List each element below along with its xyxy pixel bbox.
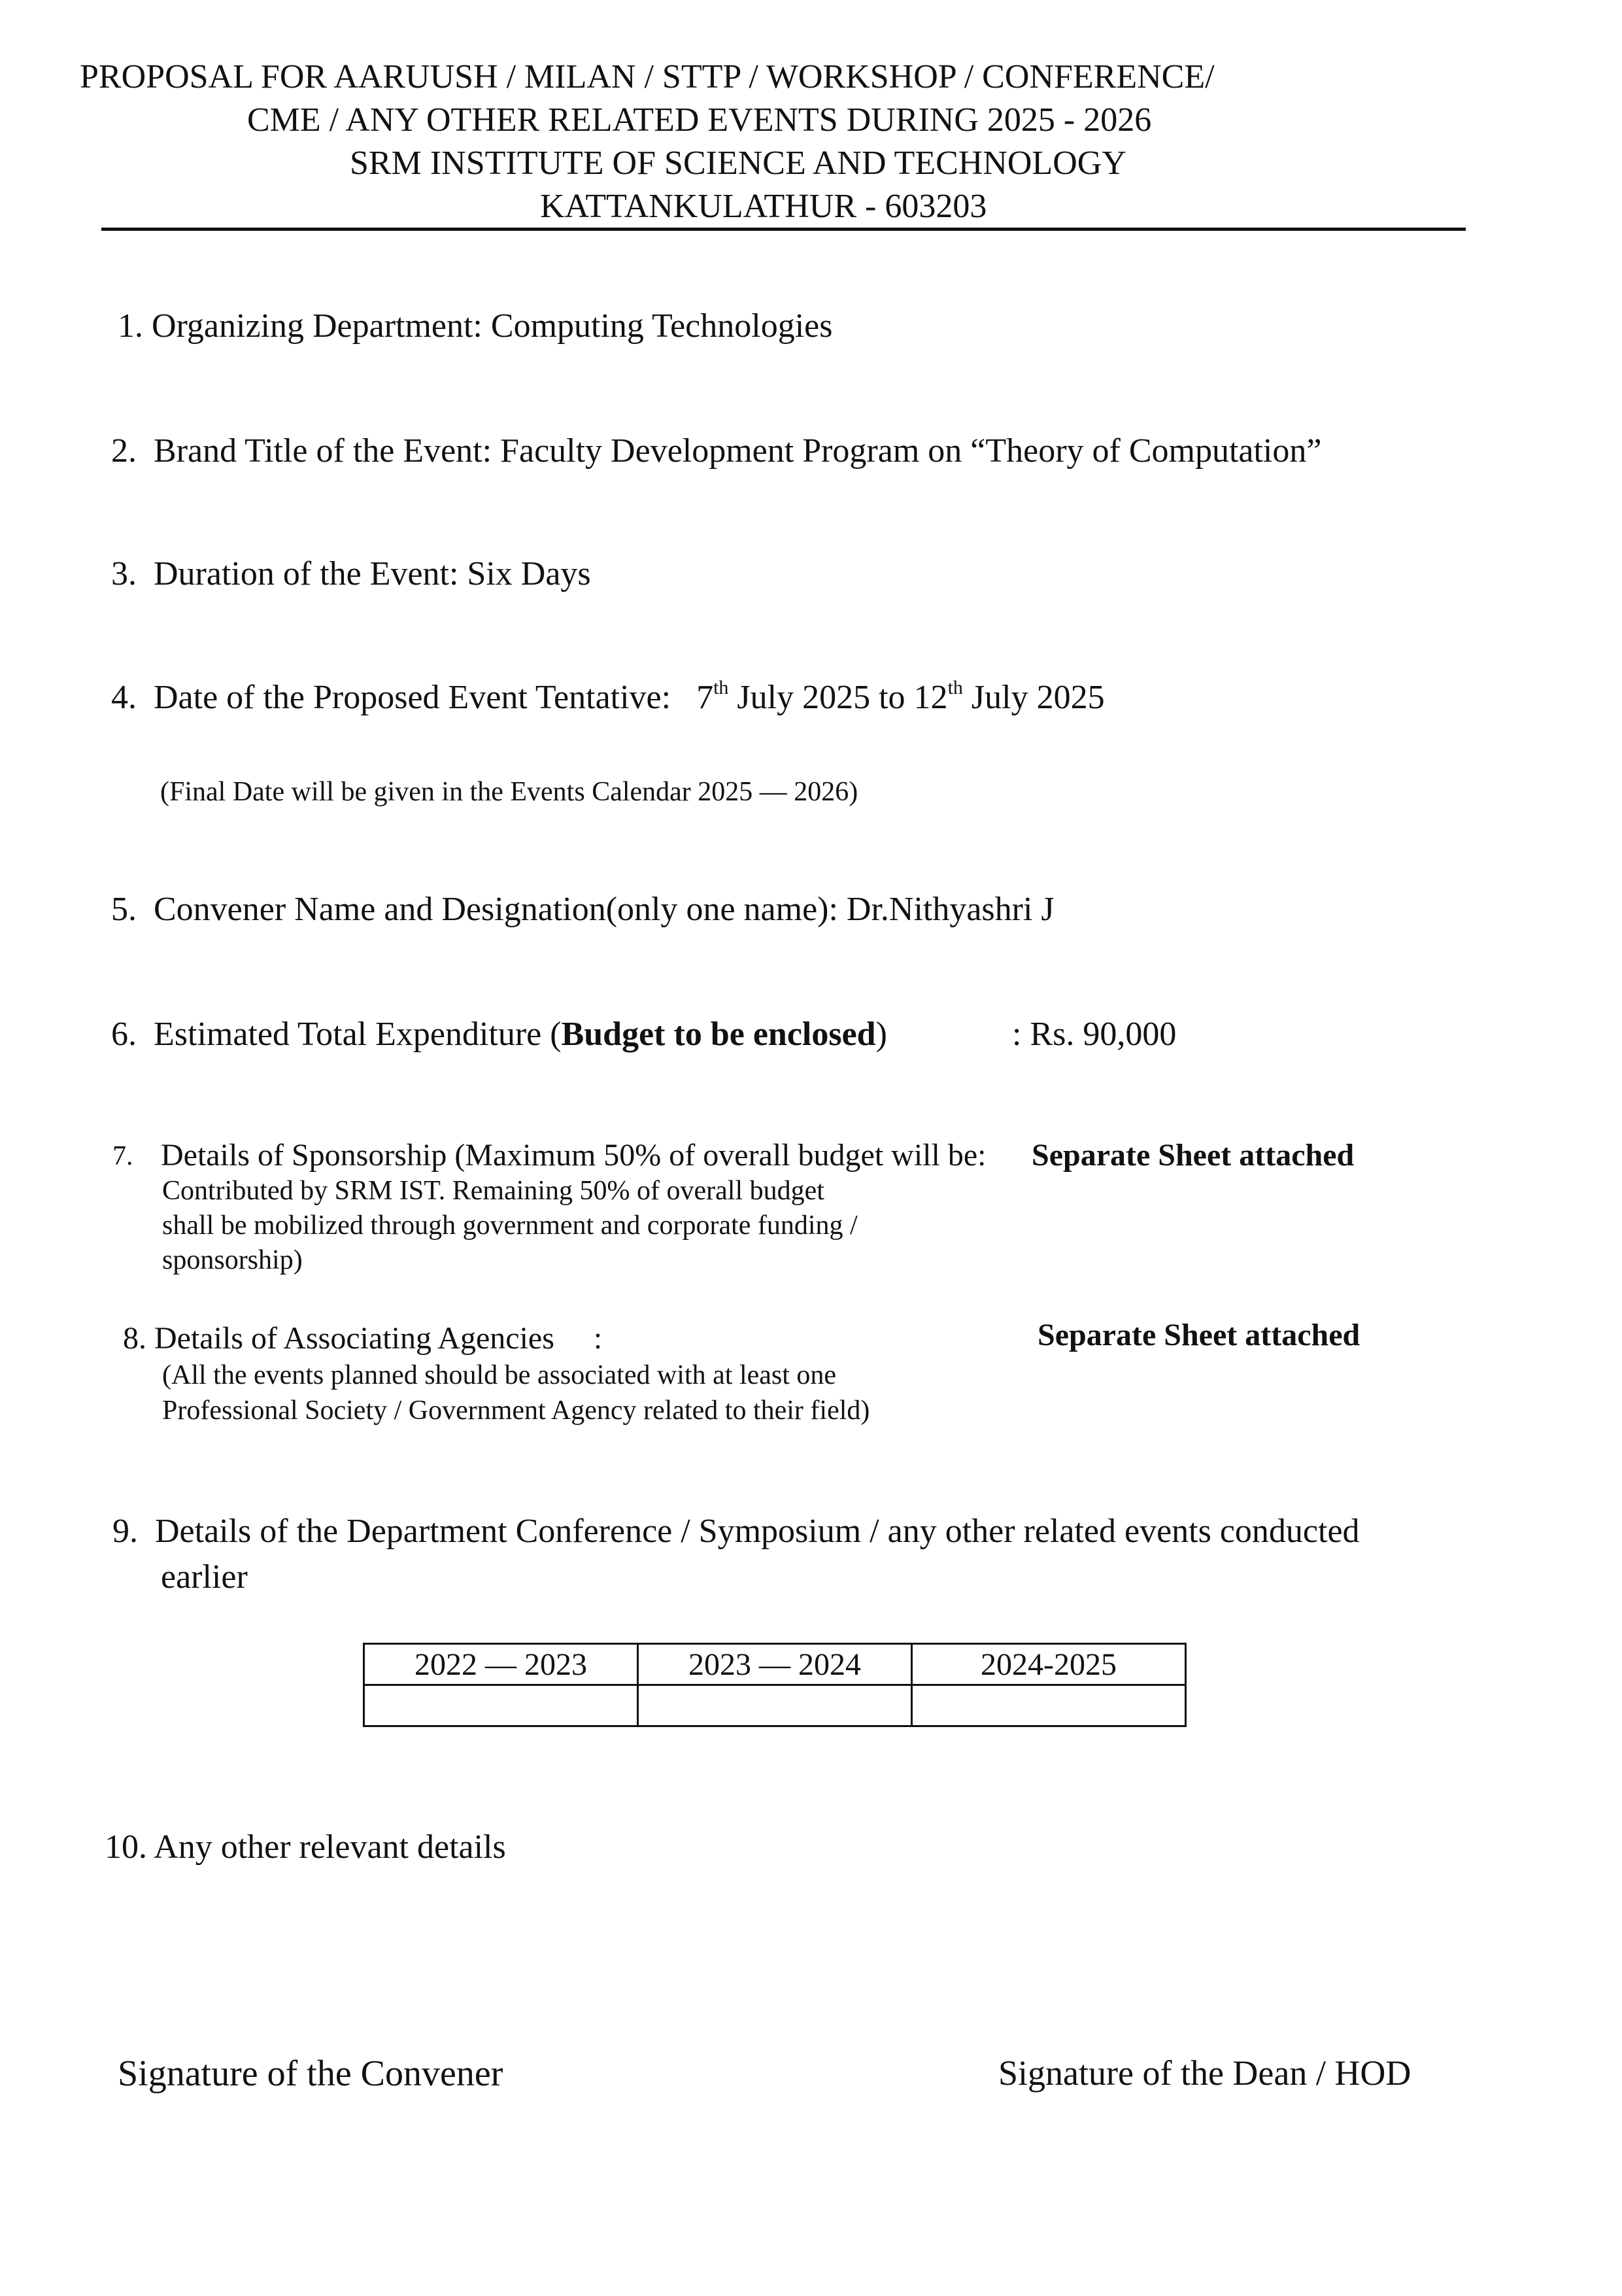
history-table-header-row: [364, 1644, 1186, 1685]
history-table-value-2022: [364, 1685, 638, 1726]
item-9-label: Details of the Department Conference / Symposium / any other related events conducted: [155, 1513, 1360, 1550]
item-9: [112, 1515, 1360, 1549]
item-10: [105, 1830, 506, 1864]
item-5: [111, 893, 1055, 927]
history-table-value-2023: [638, 1685, 912, 1726]
item-3-number: 3.: [111, 555, 137, 592]
item-4-start-suffix: th: [713, 677, 729, 698]
item-2-number: 2.: [111, 432, 137, 470]
item-8: [123, 1323, 602, 1354]
header-line-4: KATTANKULATHUR - 603203: [540, 188, 987, 225]
header-line-3: SRM INSTITUTE OF SCIENCE AND TECHNOLOGY: [350, 145, 1126, 182]
item-9-label-cont: earlier: [161, 1558, 248, 1596]
item-4-start-rest: July 2025 to 12: [737, 679, 948, 716]
dean-signature-label: Signature of the Dean / HOD: [998, 2053, 1411, 2093]
item-3-label: Duration of the Event: Six Days: [154, 555, 591, 592]
item-4: [111, 677, 1105, 716]
header-line-1: PROPOSAL FOR AARUUSH / MILAN / STTP / WORKSHOP / CONFERENCE/: [80, 58, 1215, 95]
item-2: [111, 434, 1321, 468]
item-1-label: Organizing Department: Computing Technologies: [152, 307, 833, 345]
item-5-label: Convener Name and Designation(only one name): Dr.Nithyashri J: [154, 891, 1055, 928]
item-4-number: 4.: [111, 679, 137, 716]
header-rule: [101, 228, 1466, 231]
item-6-label-pre: Estimated Total Expenditure (: [154, 1016, 562, 1053]
item-8-sub-2: Professional Society / Government Agency related to their field): [162, 1396, 870, 1426]
item-6-label-post: ): [875, 1016, 887, 1053]
history-table: [363, 1643, 1187, 1727]
history-table-header-2024: 2024-2025: [912, 1644, 1186, 1685]
item-2-label: Brand Title of the Event: Faculty Development Program on “Theory of Computation”: [154, 432, 1322, 470]
item-5-number: 5.: [111, 891, 137, 928]
header-line-2: CME / ANY OTHER RELATED EVENTS DURING 2025 - 2026: [247, 101, 1152, 139]
item-7-sub-3: sponsorship): [162, 1245, 303, 1275]
item-6: [111, 1018, 887, 1052]
item-4-end-rest: July 2025: [971, 679, 1105, 716]
item-8-colon: :: [593, 1321, 603, 1356]
history-table-value-row: [364, 1685, 1186, 1726]
item-8-number: 8.: [123, 1321, 146, 1356]
item-4-start-day: 7: [696, 679, 714, 716]
item-1-number: 1.: [118, 307, 143, 345]
item-8-label: Details of Associating Agencies: [154, 1321, 554, 1356]
item-4-end-suffix: th: [947, 677, 963, 698]
item-4-note: (Final Date will be given in the Events Calendar 2025 — 2026): [160, 777, 858, 807]
item-9-number: 9.: [112, 1513, 138, 1550]
item-4-label: Date of the Proposed Event Tentative:: [154, 679, 671, 716]
item-1: [118, 309, 832, 343]
item-7-number: 7.: [112, 1141, 133, 1171]
item-7-sub-1: Contributed by SRM IST. Remaining 50% of overall budget: [162, 1176, 824, 1206]
item-6-label-bold: Budget to be enclosed: [561, 1016, 876, 1053]
item-8-value: Separate Sheet attached: [1038, 1318, 1360, 1352]
history-table-header-2023: 2023 — 2024: [638, 1644, 912, 1685]
history-table-value-2024: [912, 1685, 1186, 1726]
item-8-sub-1: (All the events planned should be associated with at least one: [162, 1360, 837, 1390]
item-10-label: Any other relevant details: [154, 1828, 506, 1866]
item-3: [111, 557, 591, 591]
item-7-value: Separate Sheet attached: [1032, 1138, 1355, 1173]
item-6-value: : Rs. 90,000: [1012, 1016, 1177, 1053]
convener-signature-label: Signature of the Convener: [118, 2053, 503, 2094]
history-table-header-2022: 2022 — 2023: [364, 1644, 638, 1685]
item-6-number: 6.: [111, 1016, 137, 1053]
item-10-number: 10.: [105, 1828, 147, 1866]
item-7-label: Details of Sponsorship (Maximum 50% of overall budget will be:: [161, 1138, 987, 1173]
item-7-sub-2: shall be mobilized through government and corporate funding /: [162, 1210, 858, 1241]
